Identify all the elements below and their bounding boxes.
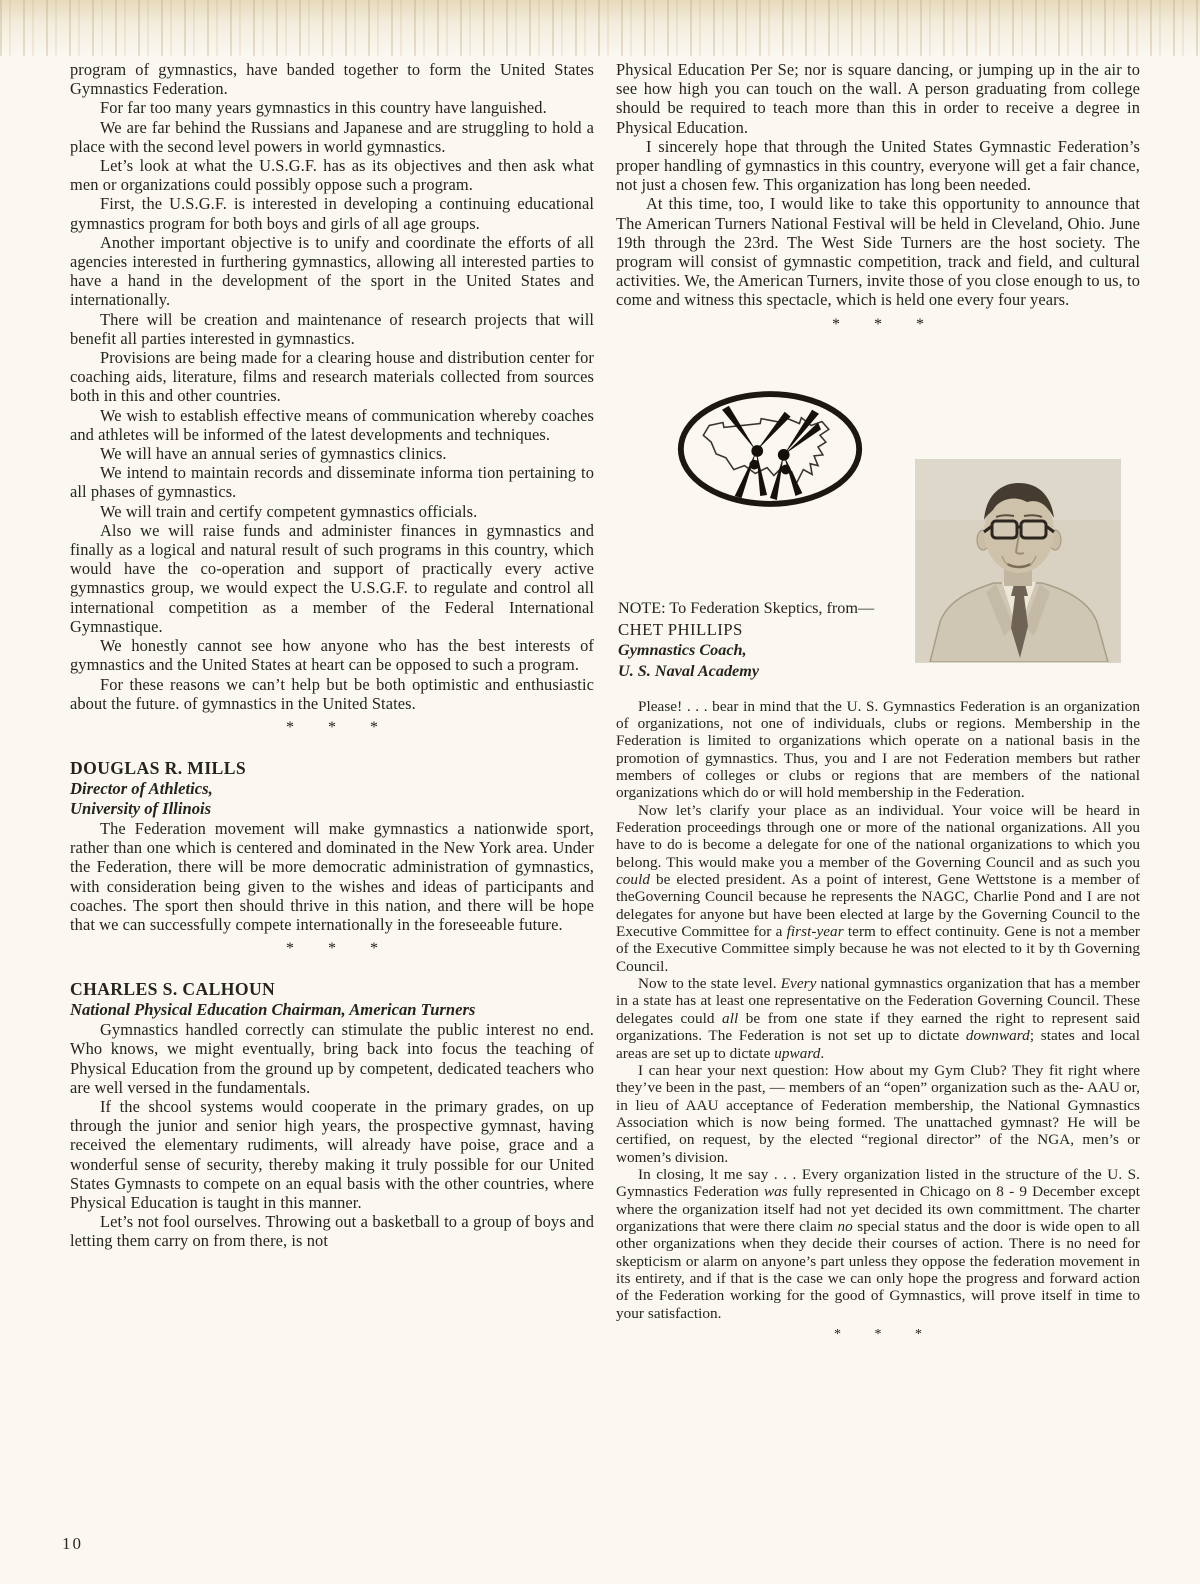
paragraph: Let’s look at what the U.S.G.F. has as its objectives and then ask what men or organizations could possibly oppose such a program. [70, 156, 594, 195]
note-intro: NOTE: To Federation Skeptics, from— [618, 598, 875, 617]
paragraph: Now to the state level. Every national gymnastics organization that has a member in a state has at least one representative on the Federation Governing Council. These delegates could all be from one state if they earned the right to represent said organizations. The Federation is not set up to dictate downward; states and local areas are set up to dictate upward. [616, 975, 1140, 1062]
contributor-name: DOUGLAS R. MILLS [70, 757, 247, 778]
paragraph: Provisions are being made for a clearing house and distribution center for coaching aids, literature, films and research materials collected from sources both in this and other countries. [70, 348, 594, 406]
usgf-emblem-logo [672, 386, 868, 512]
paragraph: We are far behind the Russians and Japanese and are struggling to hold a place with the second level powers in world gymnastics. [70, 117, 594, 156]
paragraph: Please! . . . bear in mind that the U. S. Gymnastics Federation is an organization of organizations, not one of individuals, clubs or regions. Membership in the Federation is limited to organizations which operate on a national basis in the promotion of gymnastics. Thus, you and I are not Federation members but rather members of colleges or clubs or regions that are members of the national organizations which do or will hold membership in the Federation. [616, 697, 1140, 802]
section-break-stars: * * * [834, 1327, 922, 1343]
portrait-photo [916, 460, 1120, 662]
paragraph: First, the U.S.G.F. is interested in developing a continuing educational gymnastics program for both boys and girls of all age groups. [70, 194, 594, 233]
paragraph: I can hear your next question: How about my Gym Club? They fit right where they’ve been in the past, — members of an “open” organization such as the- AAU or, in lieu of AAU acceptance of Federation membership, the National Gymnastics Association which is now being formed. The unattached gymnast? He will be certified, on request, by the elected “regional director” of the NGA, men’s or women’s division. [616, 1061, 1140, 1166]
section-break-stars: * * * [286, 940, 378, 958]
paragraph: Another important objective is to unify and coordinate the efforts of all agencies interested in furthering gymnastics, allowing all interested parties to have a hand in the development of the sport in the United States and internationally. [70, 232, 594, 310]
paragraph: If the shcool systems would cooperate in the primary grades, on up through the junior and senior high years, the prospective gymnast, having received the elementary rudiments, will already have poise, grace and a wonderful sense of security, thereby making it truly possible for our United States Gymnasts to compete on an equal basis with the other countries, where Physical Education is taught in this manner. [70, 1096, 594, 1212]
paragraph: Physical Education Per Se; nor is square dancing, or jumping up in the air to see how high you can touch on the wall. A person graduating from college should be required to teach more than this in order to receive a degree in Physical Education. [616, 60, 1140, 137]
paragraph: The Federation movement will make gymnastics a nationwide sport, rather than one which is centered and dominated in the New York area. Under the Federation, there will be more democratic administration of gymnastics, with consideration being given to the wishes and ideas of participants and coaches. The sport then should thrive in this nation, and there will be hope that we can successfully compete internationally in the foreseeable future. [70, 818, 594, 934]
paragraph: We will train and certify competent gymnastics officials. [100, 501, 478, 521]
media-block [616, 374, 1140, 690]
paragraph: For these reasons we can’t help but be both optimistic and enthusiastic about the future. of gymnastics in the United States. [70, 674, 594, 713]
paragraph: Also we will raise funds and administer finances in gymnastics and finally as a logical and natural result of such programs in this country, which would have the co-operation and support of practically every active gymnastics group, we would expect the U.S.G.F. to regulate and control all international competition as a member of the Federal International Gymnastique. [70, 520, 594, 636]
paragraph: At this time, too, I would like to take this opportunity to announce that The American Turners National Festival will be held in Cleveland, Ohio. June 19th through the 23rd. The West Side Turners are the host society. The program will consist of gymnastic competition, track and field, and cultural activities. We, the American Turners, invite those of you close enough to us, to come and witness this spectacle, which is held one every four years. [616, 194, 1140, 310]
paragraph: In closing, lt me say . . . Every organization listed in the structure of the U. S. Gymnastics Federation was fully represented in Chicago on 8 - 9 December except where the organization itself had not yet decided its own committment. The charter organizations that were there claim no special status and the door is wide open to all other organizations when they decide their courses of action. There is no need for skepticism or alarm on anyone’s part unless they oppose the federation movement in its entirety, and if that is the case we can only hope the progress and forward action of the Federation working for the good of Gymnastics, will prove itself in time to your satisfaction. [616, 1165, 1140, 1322]
contributor-title: Director of Athletics, [70, 778, 213, 798]
paragraph: Now let’s clarify your place as an individual. Your voice will be heard in Federation proceedings through one or more of the national organizations. All you have to do is become a delegate for one of the national organizations to which you belong. This would make you a member of the Governing Council and as such you could be elected president. As a point of interest, Gene Wettstone is a member of theGoverning Council because he represents the NAGC, Charlie Pond and I are not delegates for anyone but have been elected at large by the Governing Council to the Executive Committee for a first-year term to effect continuity. Gene is not a member of the Executive Committee simply because he was not elected to it by th Governing Council. [616, 801, 1140, 975]
paragraph: We honestly cannot see how anyone who has the best interests of gymnastics and the United States at heart can be opposed to such a program. [70, 636, 594, 675]
paragraph: For far too many years gymnastics in this country have languished. [100, 98, 547, 118]
note-author-title: U. S. Naval Academy [618, 661, 760, 680]
paragraph: Let’s not fool ourselves. Throwing out a basketball to a group of boys and letting them carry on from there, is not [70, 1212, 594, 1251]
note-author-title: Gymnastics Coach, [618, 640, 747, 659]
contributor-title: University of Illinois [70, 798, 212, 818]
paragraph: We will have an annual series of gymnastics clinics. [100, 444, 447, 464]
paragraph: I sincerely hope that through the United States Gymnastic Federation’s proper handling of gymnastics in this country, everyone will get a fair chance, not just a chosen few. This organization has long been needed. [616, 136, 1140, 195]
left-column [70, 60, 594, 1251]
contributor-title: National Physical Education Chairman, American Turners [70, 1000, 476, 1020]
note-author: CHET PHILLIPS [618, 619, 743, 639]
paragraph: There will be creation and maintenance of research projects that will benefit all parties interested in gymnastics. [70, 309, 594, 348]
paragraph: We wish to establish effective means of communication whereby coaches and athletes will be informed of the latest developments and techniques. [70, 405, 594, 444]
paragraph: We intend to maintain records and disseminate informa tion pertaining to all phases of gymnastics. [70, 463, 594, 502]
section-break-stars: * * * [832, 315, 924, 333]
note-block [618, 598, 918, 682]
contributor-name: CHARLES S. CALHOUN [70, 979, 276, 1000]
us-map-outline [703, 416, 828, 483]
right-column [616, 60, 1140, 1344]
section-break-stars: * * * [286, 718, 378, 736]
paragraph: Gymnastics handled correctly can stimulate the public interest no end. Who knows, we might eventually, bring back into focus the teaching of Physical Education from the ground up by competent, dedicated teachers who are well versed in the fundamentals. [70, 1020, 594, 1097]
page-number: 10 [62, 1534, 83, 1553]
scan-edge-texture [0, 0, 1200, 56]
paragraph: program of gymnastics, have banded together to form the United States Gymnastics Federation. [70, 60, 594, 99]
